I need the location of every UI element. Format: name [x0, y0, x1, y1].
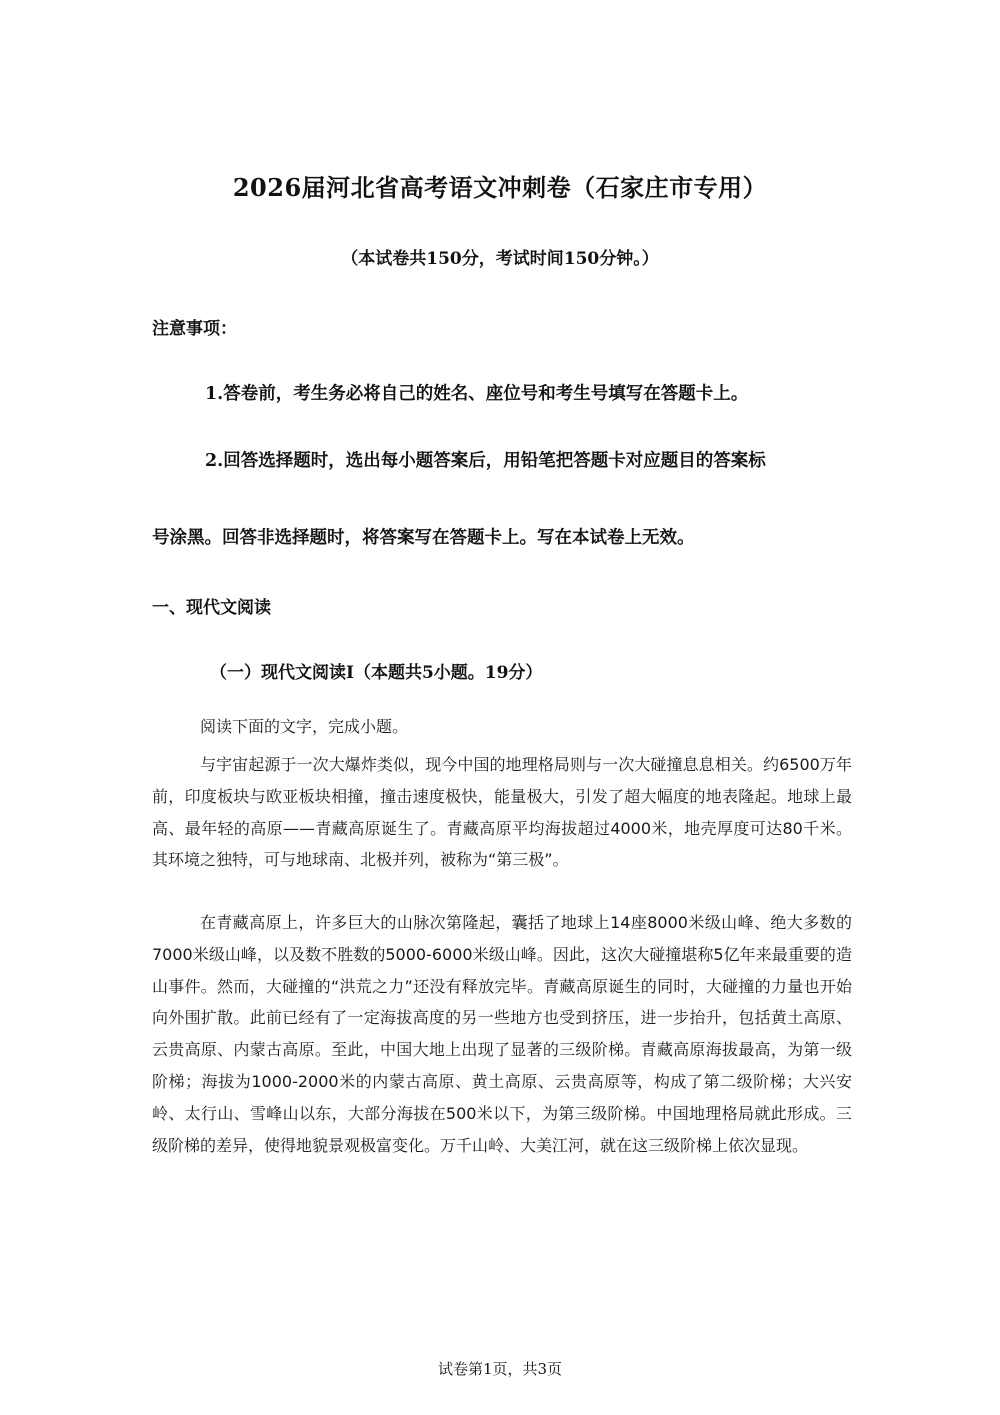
page-footer: 试卷第1页，共3页 [437, 1360, 563, 1378]
exam-title: 2026届河北省高考语文冲刺卷（石家庄市专用） [232, 173, 768, 202]
notice-item-1: 1.答卷前，考生务必将自己的姓名、座位号和考生号填写在答题卡上。 [205, 384, 749, 404]
reading-instruction [152, 711, 852, 743]
paragraph-text: 与宇宙起源于一次大爆炸类似，现今中国的地理格局则与一次大碰撞息息相关。约6500万年前，印度板块与欧亚板块相撞，撞击速度极快，能量极大，引发了超大幅度的地表隆起。地球上最高、最年轻的高原——青藏高原诞生了。青藏高原平均海拔超过4000米，地壳厚度可达80千米。其环境之独特，可与地球南、北极并列，被称为“第三极”。 [152, 755, 852, 870]
paragraph-text: 在青藏高原上，许多巨大的山脉次第隆起，囊括了地球上14座8000米级山峰、绝大多数的7000米级山峰，以及数不胜数的5000-6000米级山峰。因此，这次大碰撞堪称5亿年来最重要的造山事件。然而，大碰撞的“洪荒之力”还没有释放完毕。青藏高原诞生的同时，大碰撞的力量也开始向外围扩散。此前已经有了一定海拔高度的另一些地方也受到挤压，进一步抬升，包括黄土高原、云贵高原、内蒙古高原。至此，中国大地上出现了显著的三级阶梯。青藏高原海拔最高，为第一级阶梯；海拔为1000-2000米的内蒙古高原、黄土高原、云贵高原等，构成了第二级阶梯；大兴安岭、太行山、雪峰山以东，大部分海拔在500米以下，为第三级阶梯。中国地理格局就此形成。三级阶梯的差异，使得地貌景观极富变化。万千山岭、大美江河，就在这三级阶梯上依次显现。 [152, 913, 852, 1155]
exam-subtitle: （本试卷共150分，考试时间150分钟。） [341, 249, 659, 269]
subsection-heading: （一）现代文阅读Ⅰ（本题共5小题。19分） [210, 663, 543, 683]
notice-item-2-line-1: 2.回答选择题时，选出每小题答案后，用铅笔把答题卡对应题目的答案标 [205, 451, 766, 471]
instruction-text: 阅读下面的文字，完成小题。 [200, 717, 409, 736]
reading-paragraph-1 [152, 749, 852, 876]
notice-item-2-line-2: 号涂黑。回答非选择题时，将答案写在答题卡上。写在本试卷上无效。 [152, 528, 695, 548]
notice-heading: 注意事项： [152, 319, 237, 339]
section-heading: 一、现代文阅读 [152, 598, 271, 618]
reading-paragraph-2 [152, 907, 852, 1161]
